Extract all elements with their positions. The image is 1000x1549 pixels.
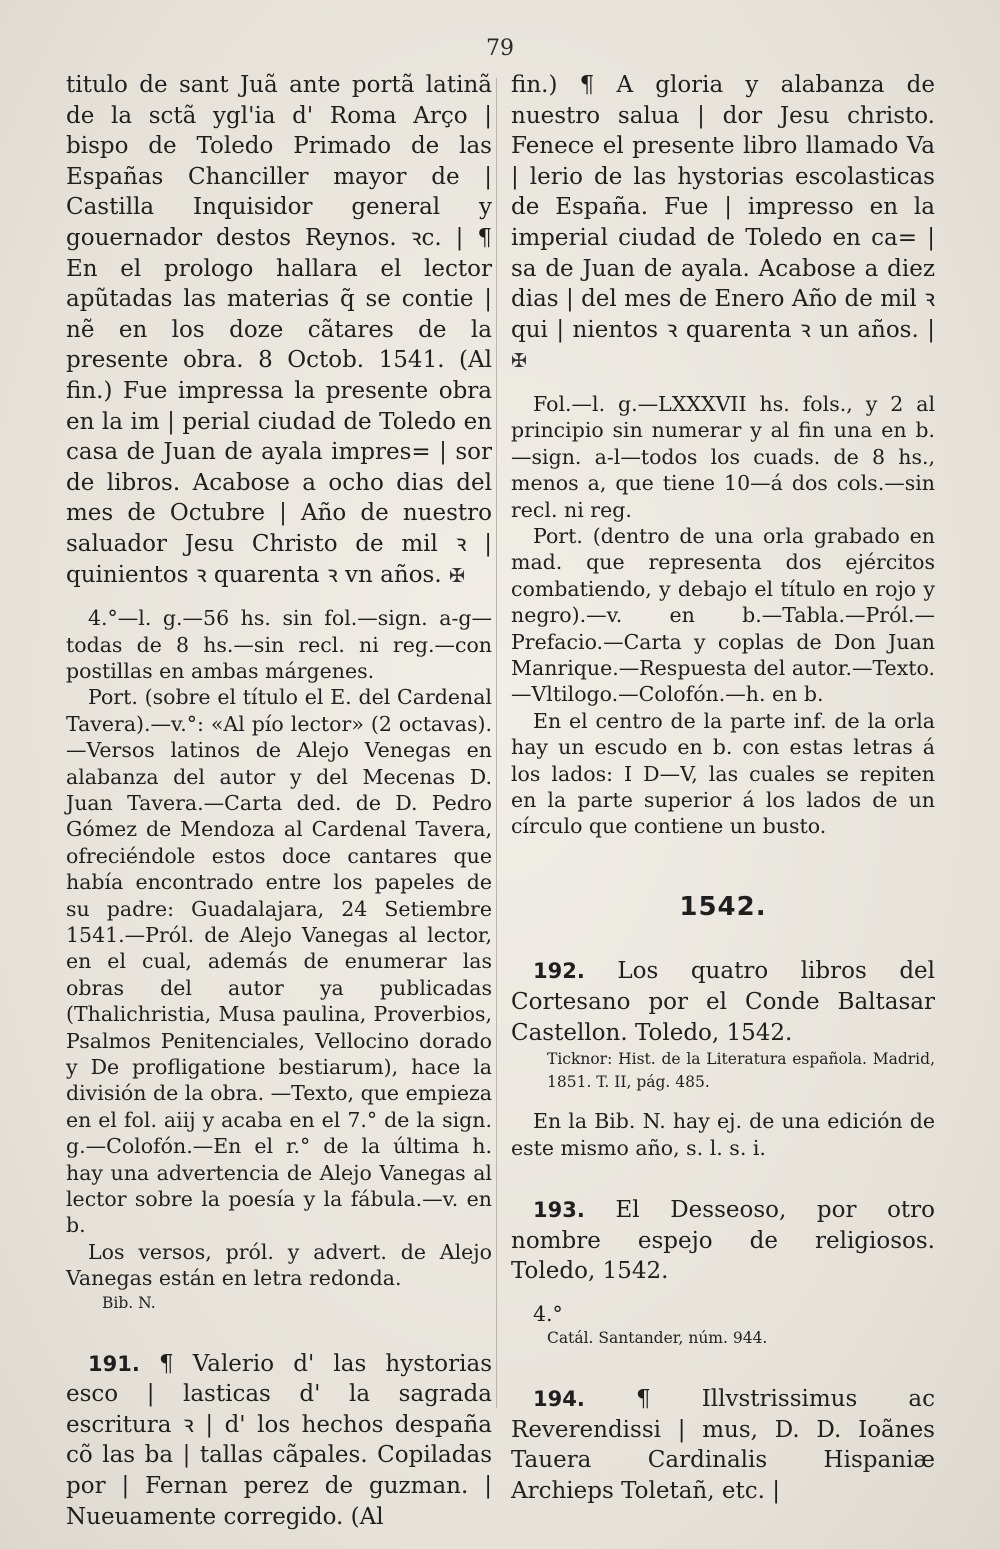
entry-191-number: 191. [88,1351,140,1376]
entry-192-title: Los quatro libros del Cortesano por el Conde Baltasar Castellon. Toledo, 1542. [511,958,936,1046]
left-column [66,70,492,1532]
entry-191-continuation: fin.) ¶ A gloria y alabanza de nuestro salua | dor Jesu christo. Fenece el presente libro llamado Va | lerio de las hystorias escolasticas de España. Fue | impresso en la imperial ciudad de Toledo en ca= | sa de Juan de ayala. Acabose a diez dias | del mes de Enero Año de mil ꝛ qui | nientos ꝛ quarenta ꝛ un años. | ✠ [511,72,935,373]
entry-191-contents: Port. (dentro de una orla grabado en mad. que representa dos ejércitos combatiendo, y debajo el título en rojo y negro).—v. en b.—Tabla.—Pról.—Prefacio.—Carta y coplas de Don Juan Manrique.—Respuesta del autor.—Texto.—Vltilogo.—Colofón.—h. en b. [511,523,935,707]
cross-mark-icon: ✠ [511,350,527,373]
entry-193-citation: Catál. Santander, núm. 944. [547,1329,768,1348]
cross-mark-icon: ✠ [448,564,465,587]
entry-191 [66,1349,492,1533]
entry-190-note: Los versos, pról. y advert. de Alejo Vanegas están en letra redonda. [66,1239,492,1291]
year-heading: 1542. [679,891,767,922]
column-divider [496,78,497,1408]
right-column [511,70,935,1507]
entry-190-physical-description: 4.°—l. g.—56 hs. sin fol.—sign. a-g—todas de 8 hs.—sin recl. ni reg.—con postillas en ambas márgenes. [66,606,492,683]
entry-193-number: 193. [533,1198,585,1223]
entry-192-number: 192. [533,959,585,984]
entry-190-citation: Bib. N. [102,1293,156,1312]
entry-193-format: 4.° [533,1301,563,1326]
entry-191-physical-description: Fol.—l. g.—LXXXVII hs. fols., y 2 al principio sin numerar y al fin una en b.—sign. a-l—todos los cuads. de 8 hs., menos a, que tiene 10—á dos cols.—sin recl. ni reg. [511,391,935,522]
entry-194-title: ¶ Illvstrissimus ac Reverendissi | mus, D. D. Ioãnes Tauera Cardinalis Hispaniæ Archieps Toletañ, etc. | [511,1386,935,1504]
entry-194 [511,1384,935,1506]
entry-193 [511,1195,935,1287]
entry-191-note: En el centro de la parte inf. de la orla hay un escudo en b. con estas letras á los lados: I D—V, las cuales se repiten en la parte superior á los lados de un círculo que contiene un busto. [511,708,935,839]
entry-192 [511,956,935,1048]
entry-192-citation: Ticknor: Hist. de la Literatura española. Madrid, 1851. T. II, pág. 485. [547,1050,935,1092]
entry-191-title: ¶ Valerio d' las hystorias esco | lasticas d' la sagrada escritura ꝛ | d' los hechos despaña cõ las ba | tallas cãpales. Copiladas por | Fernan perez de guzman. | Nueuamente corregido. (Al [66,1350,492,1530]
entry-192-note: En la Bib. N. hay ej. de una edición de este mismo año, s. l. s. i. [511,1109,935,1160]
page-number: 79 [486,36,514,61]
entry-194-number: 194. [533,1387,585,1412]
entry-190-continuation: titulo de sant Juã ante portã latinã de la sctã ygl'ia d' Roma Arço | bispo de Toledo Primado de las Españas Chanciller mayor de | Castilla Inquisidor general y gouernador destos Reynos. ꝛc. | ¶ En el prologo hallara el lector apũtadas las materias q̃ se contie | nẽ en los doze cãtares de la presente obra. 8 Octob. 1541. (Al fin.) Fue impressa la presente obra en la im | perial ciudad de Toledo en casa de Juan de ayala impres= | sor de libros. Acabose a ocho dias del mes de Octubre | Año de nuestro saluador Jesu Christo de mil ꝛ | quinientos ꝛ quarenta ꝛ vn años. ✠ [66,72,492,588]
entry-190-contents: Port. (sobre el título el E. del Cardenal Tavera).—v.°: «Al pío lector» (2 octavas). —Versos latinos de Alejo Venegas en alabanza del autor y del Mecenas D. Juan Tavera.—Carta ded. de D. Pedro Gómez de Mendoza al Cardenal Tavera, ofreciéndole estos doce cantares que había encontrado entre los papeles de su padre: Guadalajara, 24 Setiembre 1541.—Pról. de Alejo Vanegas al lector, en el cual, además de enumerar las obras del autor ya publicadas (Thalichristia, Musa paulina, Proverbios, Psalmos Penitenciales, Vellocino dorado y De profligatione bestiarum), hace la división de la obra. —Texto, que empieza en el fol. aiij y acaba en el 7.° de la sign. g.—Colofón.—En el r.° de la última h. hay una advertencia de Alejo Vanegas al lector sobre la poesía y la fábula.—v. en b. [66,685,492,1238]
entry-193-title: El Desseoso, por otro nombre espejo de religiosos. Toledo, 1542. [511,1197,936,1285]
